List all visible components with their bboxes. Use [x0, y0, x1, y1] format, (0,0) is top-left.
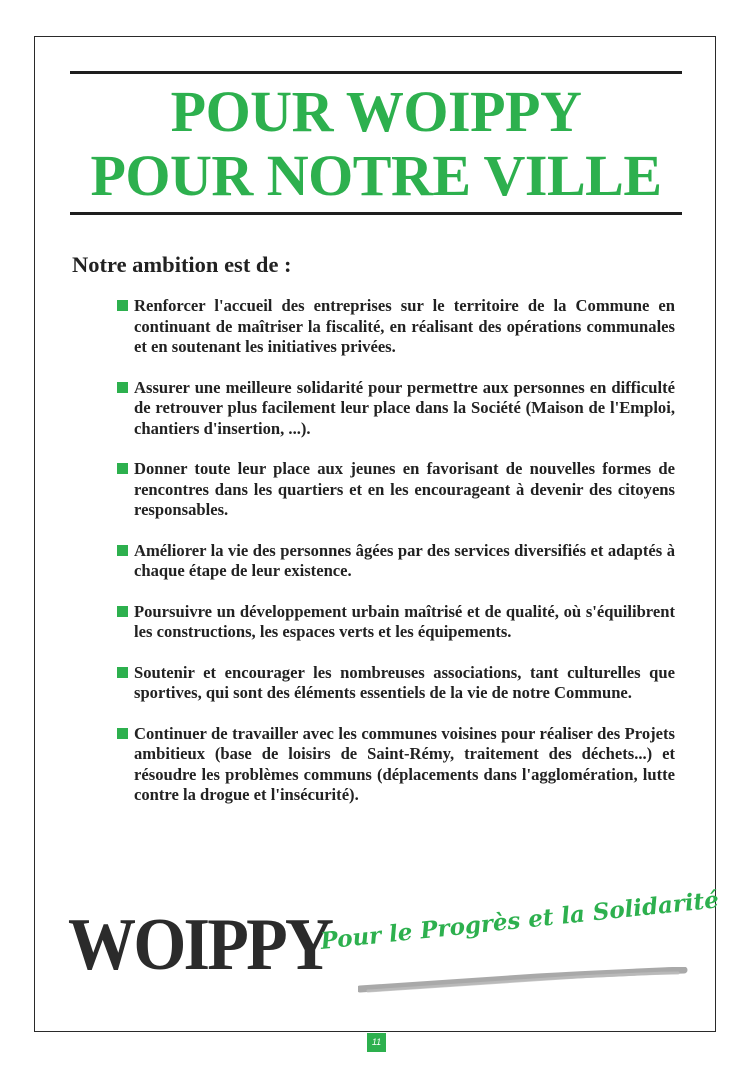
page-number-badge: 11: [367, 1033, 386, 1052]
green-square-bullet-icon: [117, 667, 128, 678]
title-bottom-rule: [70, 212, 682, 215]
page-title: [70, 80, 682, 208]
brush-stroke-icon: [358, 967, 688, 995]
green-square-bullet-icon: [117, 728, 128, 739]
list-item: [117, 724, 675, 806]
intro-heading: Notre ambition est de :: [72, 252, 292, 277]
list-item: [117, 541, 675, 582]
list-item: [117, 296, 675, 358]
title-line-1: POUR WOIPPY: [170, 79, 582, 144]
title-line-2: POUR NOTRE VILLE: [90, 143, 662, 208]
list-item-text: Assurer une meilleure solidarité pour permettre aux personnes en difficulté de retrouver plus facilement leur place dans la Société (Maison de l'Emploi, chantiers d'insertion, ...).: [134, 377, 675, 438]
list-item-text: Poursuivre un développement urbain maîtrisé et de qualité, où s'équilibrent les constructions, les espaces verts et les équipements.: [134, 601, 675, 641]
list-item-text: Donner toute leur place aux jeunes en favorisant de nouvelles formes de rencontres dans les quartiers et en les encourageant à devenir des citoyens responsables.: [134, 459, 675, 519]
list-item: [117, 378, 675, 440]
list-item: [117, 459, 675, 521]
ambition-list: [117, 296, 675, 806]
green-square-bullet-icon: [117, 382, 128, 393]
green-square-bullet-icon: [117, 545, 128, 556]
green-square-bullet-icon: [117, 300, 128, 311]
green-square-bullet-icon: [117, 606, 128, 617]
woippy-logo: WOIPPY: [68, 904, 332, 986]
list-item-text: Renforcer l'accueil des entreprises sur le territoire de la Commune en continuant de maîtriser la fiscalité, en réalisant des opérations communales et en soutenant les initiatives privées.: [134, 296, 675, 356]
title-top-rule: [70, 71, 682, 74]
list-item: [117, 602, 675, 643]
list-item-text: Continuer de travailler avec les communes voisines pour réaliser des Projets ambitieux (base de loisirs de Saint-Rémy, traitement des déchets...) et résoudre les problèmes communs (déplacements dans l'agglomération, lutte contre la drogue et l'insécurité).: [134, 723, 675, 804]
list-item: [117, 663, 675, 704]
list-item-text: Améliorer la vie des personnes âgées par des services diversifiés et adaptés à chaque étape de leur existence.: [134, 540, 675, 580]
logo-slogan: Pour le Progrès et la Solidarité: [319, 886, 721, 955]
green-square-bullet-icon: [117, 463, 128, 474]
list-item-text: Soutenir et encourager les nombreuses associations, tant culturelles que sportives, qui sont des éléments essentiels de la vie de notre Commune.: [134, 662, 675, 702]
